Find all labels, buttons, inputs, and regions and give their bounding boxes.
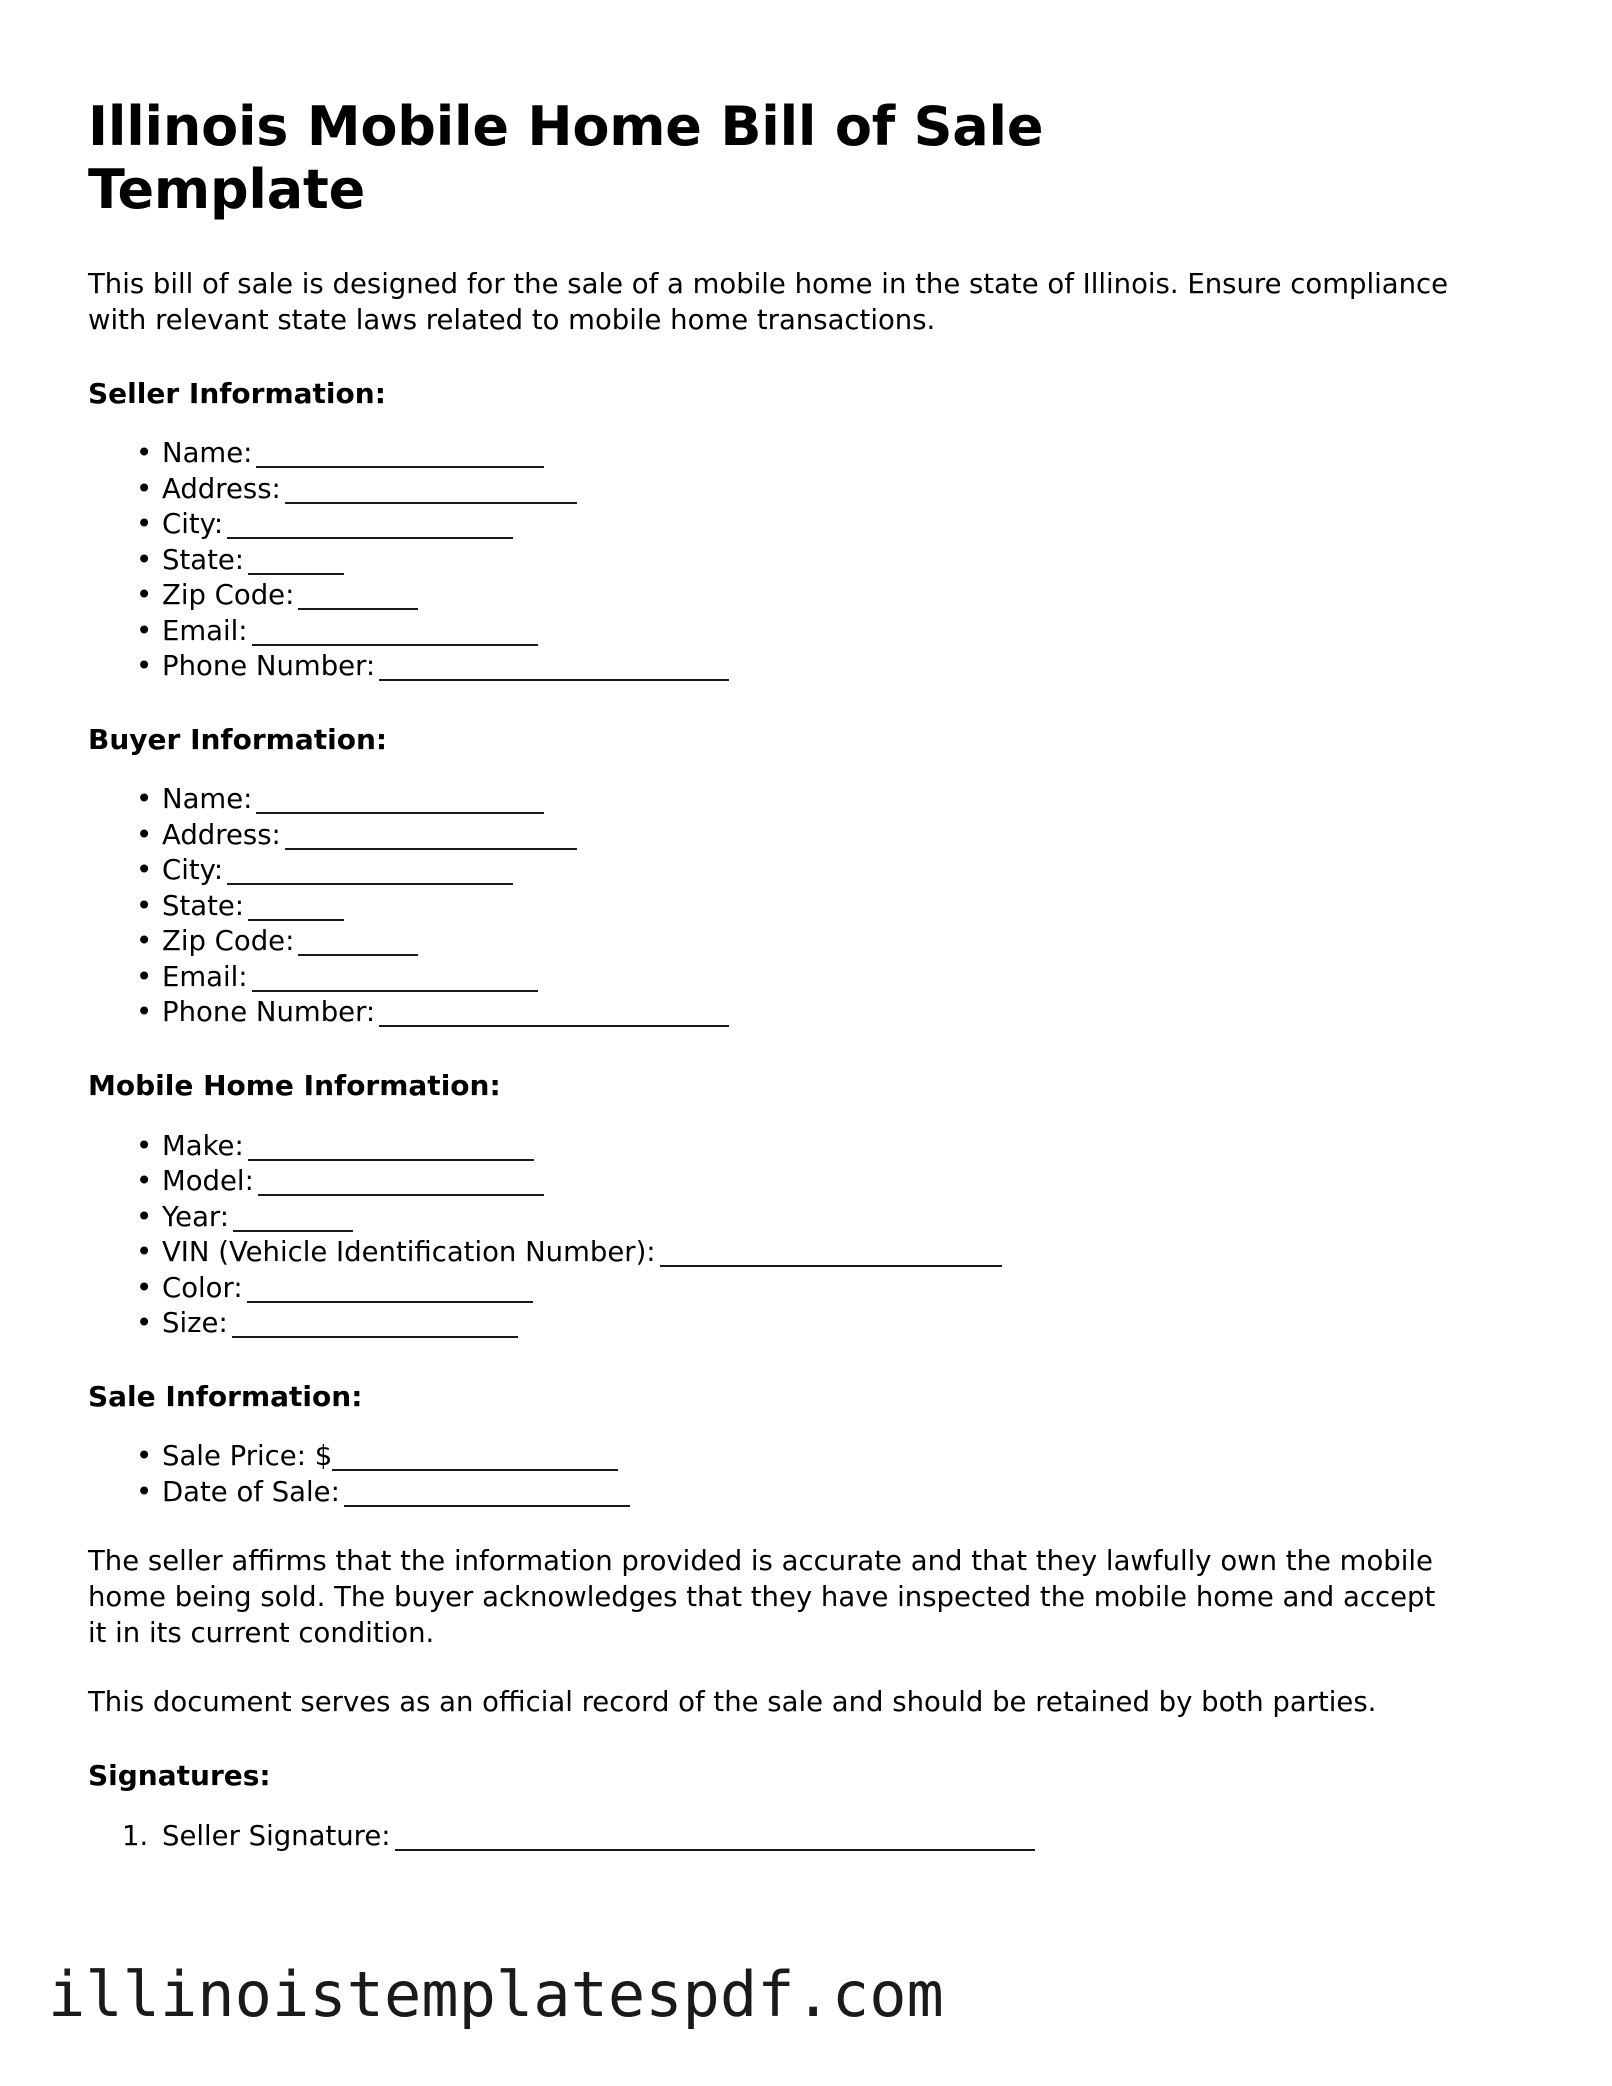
seller-zip-blank[interactable] — [298, 608, 418, 610]
buyer-address-blank[interactable] — [285, 848, 577, 850]
list-item — [88, 472, 1460, 508]
buyer-zip-blank[interactable] — [298, 954, 418, 956]
spacer — [88, 685, 1460, 723]
field-label: Address: — [162, 472, 281, 505]
spacer — [88, 410, 1460, 436]
mobile-home-section-heading: Mobile Home Information: — [88, 1068, 501, 1102]
spacer — [88, 1510, 1460, 1544]
spacer — [88, 339, 1460, 377]
field-label: Zip Code: — [162, 579, 295, 612]
spacer — [88, 1721, 1460, 1759]
field-label: Zip Code: — [162, 925, 295, 958]
buyer-state-blank[interactable] — [248, 919, 344, 921]
field-label: Name: — [162, 437, 253, 470]
list-item — [88, 1306, 1460, 1342]
year-blank[interactable] — [233, 1230, 353, 1232]
field-label: City: — [162, 508, 224, 541]
field-label: VIN (Vehicle Identification Number): — [162, 1236, 656, 1269]
field-label: Email: — [162, 960, 248, 993]
seller-email-blank[interactable] — [252, 644, 538, 646]
field-label: Email: — [162, 614, 248, 647]
spacer — [88, 1413, 1460, 1439]
sale-field-list — [88, 1439, 1460, 1510]
seller-state-blank[interactable] — [248, 573, 344, 575]
signatures-section-heading: Signatures: — [88, 1759, 271, 1793]
list-item — [88, 782, 1460, 818]
field-label: Sale Price: $ — [162, 1440, 333, 1473]
field-label: Size: — [162, 1307, 228, 1340]
list-item — [88, 1164, 1460, 1200]
page-title: Illinois Mobile Home Bill of Sale Template — [88, 95, 1044, 221]
signature-list — [88, 1819, 1460, 1855]
buyer-city-blank[interactable] — [227, 883, 513, 885]
spacer — [88, 1651, 1460, 1685]
list-item — [88, 818, 1460, 854]
intro-paragraph: This bill of sale is designed for the sale of a mobile home in the state of Illinois. Ensure compliance with relevant state laws related to mobile home transactions. — [88, 268, 1449, 336]
list-item — [88, 960, 1460, 996]
sale-section-heading: Sale Information: — [88, 1379, 363, 1413]
list-item — [88, 995, 1460, 1031]
list-item — [88, 924, 1460, 960]
spacer — [88, 1103, 1460, 1129]
field-label: Color: — [162, 1271, 243, 1304]
vin-blank[interactable] — [660, 1265, 1002, 1267]
date-of-sale-blank[interactable] — [344, 1505, 630, 1507]
field-label: Phone Number: — [162, 650, 376, 683]
seller-name-blank[interactable] — [256, 466, 544, 468]
document-content — [88, 96, 1460, 1854]
site-watermark: illinoistemplatespdf.com — [48, 1958, 944, 2031]
list-item — [88, 436, 1460, 472]
list-item — [88, 543, 1460, 579]
list-item — [88, 649, 1460, 685]
spacer — [88, 756, 1460, 782]
list-item — [88, 507, 1460, 543]
affirmation-paragraph: The seller affirms that the information provided is accurate and that they lawfully own the mobile home being sold. The buyer acknowledges that they have inspected the mobile home and accept it in its current condition. — [88, 1545, 1436, 1649]
seller-signature-blank[interactable] — [395, 1849, 1035, 1851]
field-label: State: — [162, 889, 245, 922]
seller-address-blank[interactable] — [285, 502, 577, 504]
field-label: Date of Sale: — [162, 1475, 340, 1508]
list-item — [88, 614, 1460, 650]
buyer-section-heading: Buyer Information: — [88, 722, 388, 756]
record-paragraph: This document serves as an official record of the sale and should be retained by both parties. — [88, 1686, 1377, 1719]
buyer-phone-blank[interactable] — [379, 1025, 729, 1027]
list-item — [88, 1235, 1460, 1271]
field-label: Make: — [162, 1129, 244, 1162]
field-label: Address: — [162, 818, 281, 851]
mobile-home-field-list — [88, 1129, 1460, 1342]
spacer — [88, 1031, 1460, 1069]
seller-field-list — [88, 436, 1460, 685]
list-item — [88, 1475, 1460, 1511]
field-label: Year: — [162, 1200, 230, 1233]
field-label: Model: — [162, 1165, 254, 1198]
list-item — [88, 1200, 1460, 1236]
color-blank[interactable] — [247, 1301, 533, 1303]
list-item — [88, 1819, 1460, 1855]
seller-phone-blank[interactable] — [379, 679, 729, 681]
field-label: State: — [162, 543, 245, 576]
spacer — [88, 1793, 1460, 1819]
list-item — [88, 853, 1460, 889]
list-item — [88, 578, 1460, 614]
buyer-email-blank[interactable] — [252, 990, 538, 992]
spacer — [88, 1342, 1460, 1380]
list-item — [88, 1439, 1460, 1475]
sale-price-blank[interactable] — [332, 1469, 618, 1471]
make-blank[interactable] — [248, 1159, 534, 1161]
size-blank[interactable] — [232, 1336, 518, 1338]
field-label: Seller Signature: — [162, 1819, 391, 1852]
field-label: Name: — [162, 783, 253, 816]
list-item — [88, 1129, 1460, 1165]
list-item — [88, 889, 1460, 925]
field-label: Phone Number: — [162, 996, 376, 1029]
buyer-field-list — [88, 782, 1460, 1031]
buyer-name-blank[interactable] — [256, 812, 544, 814]
seller-section-heading: Seller Information: — [88, 376, 386, 410]
field-label: City: — [162, 854, 224, 887]
seller-city-blank[interactable] — [227, 537, 513, 539]
list-item — [88, 1271, 1460, 1307]
model-blank[interactable] — [258, 1194, 544, 1196]
